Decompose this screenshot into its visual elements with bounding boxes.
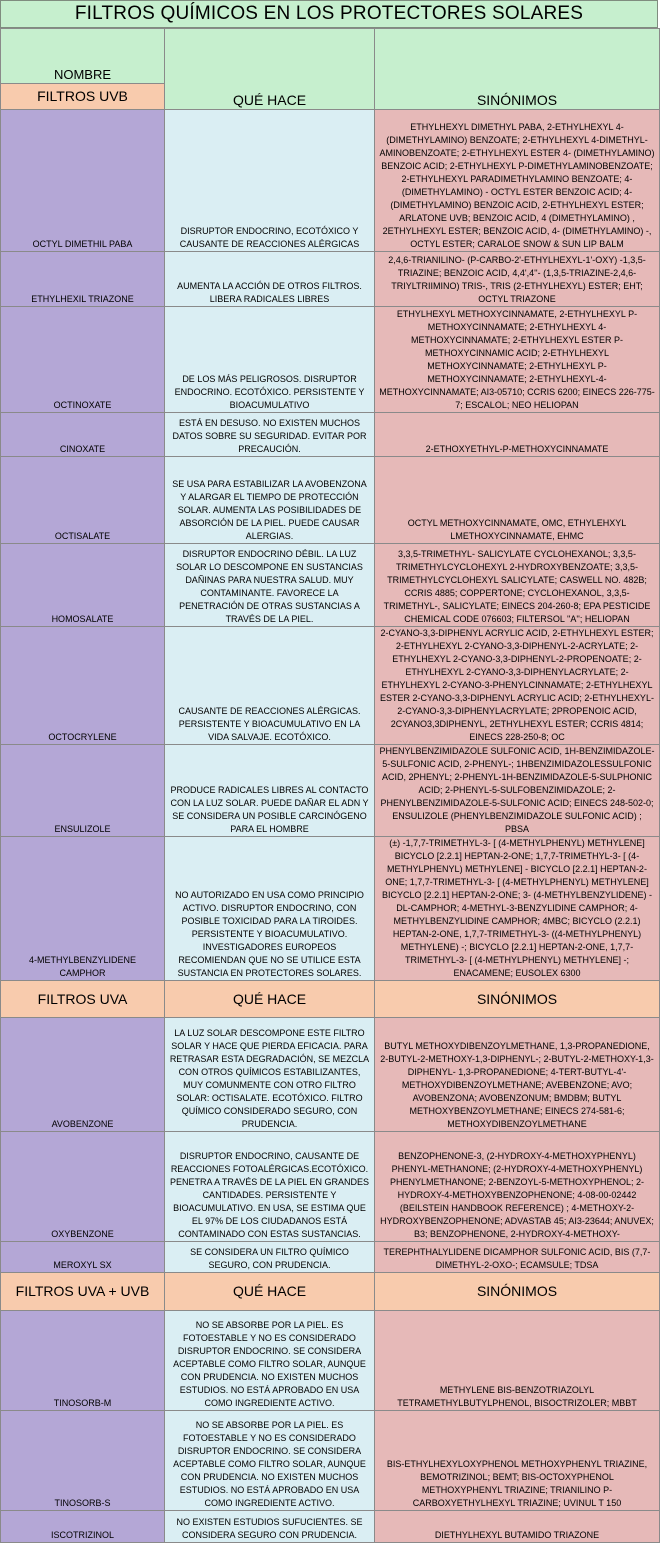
synonyms-cell: (±) -1,7,7-TRIMETHYL-3- [ (4-METHYLPHENYL) METHYLENE] BICYCLO [2.2.1] HEPTAN-2-ONE; 1,7,7-TRIMETHYL-3- [ (4-METHYLPHENYL) METHYLENE] - BICYCLO [2.2.1] HEPTAN-2-ONE; 1,7,7-TRIMETHYL-3- [ (4-METHYLPHENYL) METHYLENE] BICYCLO [2.2.1] HEPTAN-2-ONE; 3- (4-METHYLBENZYLIDENE) -DL-CAMPHOR; 4-METHYL-3-BENZYLIDINE CAMPHOR; 4-METHYLBENZYLIDINE CAMPHOR; 4MBC; BICYCLO (2.2.1) HEPTAN-2-ONE, 1,7,7-TRIMETHYL-3- ((4-METHYLPHENYL) METHYLENE) -; BICYCLO [2.2.1] HEPTAN-2-ONE, 1,7,7-TRIMETHYL-3- [ (4-METHYLPHENYL) METHYLENE] -; ENACAMENE; EUSOLEX 6300 [375, 837, 660, 981]
page-title: FILTROS QUÍMICOS EN LOS PROTECTORES SOLARES [0, 0, 658, 28]
table-row [1, 1511, 660, 1543]
sinonimos-header-uva: SINÓNIMOS [375, 981, 660, 1018]
name-cell: TINOSORB-S [1, 1411, 165, 1511]
synonyms-cell: PHENYLBENZIMIDAZOLE SULFONIC ACID, 1H-BENZIMIDAZOLE-5-SULFONIC ACID, 2-PHENYL-; 1HBENZIMIDAZOLESSULFONIC ACID, 2PHENYL; 2-PHENYL-1H-BENZIMIDAZOLE-5-SULPHONIC ACID; 2-PHENYL-5-SULFOBENZIMIDAZOLE; 2-PHENYLBENZIMIDAZOLE-5-SULFONIC ACID; EINECS 248-502-0; ENSULIZOLE (PHENYLBENZIMIDAZOLE SULFONIC ACID) ; PBSA [375, 745, 660, 837]
what-cell: NO EXISTEN ESTUDIOS SUFUCIENTES. SE CONSIDERA SEGURO CON PRUDENCIA. [165, 1511, 375, 1543]
what-cell: NO SE ABSORBE POR LA PIEL. ES FOTOESTABLE Y NO ES CONSIDERADO DISRUPTOR ENDOCRINO. SE CONSIDERA ACEPTABLE COMO FILTRO SOLAR, AUNQUE CON PRUDENCIA. NO EXISTEN MUCHOS ESTUDIOS. NO ESTÁ APROBADO EN USA COMO INGREDIENTE ACTIVO. [165, 1311, 375, 1411]
sinonimos-header-uva-uvb: SINÓNIMOS [375, 1273, 660, 1311]
table-row [1, 627, 660, 745]
what-cell: SE CONSIDERA UN FILTRO QUÍMICO SEGURO, CON PRUDENCIA. [165, 1242, 375, 1273]
name-cell: ISCOTRIZINOL [1, 1511, 165, 1543]
what-cell: LA LUZ SOLAR DESCOMPONE ESTE FILTRO SOLAR Y HACE QUE PIERDA EFICACIA. PARA RETRASAR ESTA DEGRADACIÓN, SE MEZCLA CON OTROS QUÍMICOS ESTABILIZANTES, MUY COMUNMENTE CON OTRO FILTRO SOLAR: OCTISALATE. ECOTÓXICO. FILTRO QUÍMICO CONSIDERADO SEGURO, CON PRUDENCIA. [165, 1018, 375, 1132]
filters-table [0, 28, 660, 1543]
table-row [1, 1018, 660, 1132]
synonyms-cell: 2-ETHOXYETHYL-P-METHOXYCINNAMATE [375, 413, 660, 457]
table-row [1, 252, 660, 307]
section-row-uva-uvb [1, 1273, 660, 1311]
what-cell: DISRUPTOR ENDOCRINO, CAUSANTE DE REACCIONES FOTOALÉRGICAS.ECOTÓXICO. PENETRA A TRAVÉS DE LA PIEL EN GRANDES CANTIDADES. PERSISTENTE Y BIOACUMULATIVO. EN USA, SE ESTIMA QUE EL 97% DE LOS CIUDADANOS ESTÁ CONTAMINADO CON ESTAS SUSTANCIAS. [165, 1132, 375, 1242]
que-hace-header-uva-uvb: QUÉ HACE [165, 1273, 375, 1311]
what-cell: DISRUPTOR ENDOCRINO DÉBIL. LA LUZ SOLAR LO DESCOMPONE EN SUSTANCIAS DAÑINAS PARA NUESTRA SALUD. MUY CONTAMINANTE. FAVORECE LA PENETRACIÓN DE OTRAS SUSTANCIAS A TRAVÉS DE LA PIEL. [165, 544, 375, 627]
what-cell: CAUSANTE DE REACCIONES ALÉRGICAS. PERSISTENTE Y BIOACUMULATIVO EN LA VIDA SALVAJE. ECOTÓXICO. [165, 627, 375, 745]
name-cell: CINOXATE [1, 413, 165, 457]
table-row [1, 1411, 660, 1511]
what-cell: PRODUCE RADICALES LIBRES AL CONTACTO CON LA LUZ SOLAR. PUEDE DAÑAR EL ADN Y SE CONSIDERA UN POSIBLE CARCINÓGENO PARA EL HOMBRE [165, 745, 375, 837]
what-cell: NO AUTORIZADO EN USA COMO PRINCIPIO ACTIVO. DISRUPTOR ENDOCRINO, CON POSIBLE TOXICIDAD PARA LA TIROIDES. PERSISTENTE Y BIOACUMULATIVO. INVESTIGADORES EUROPEOS RECOMIENDAN QUE NO SE UTILICE ESTA SUSTANCIA EN PROTECTORES SOLARES. [165, 837, 375, 981]
name-cell: HOMOSALATE [1, 544, 165, 627]
table-row [1, 745, 660, 837]
table-row [1, 457, 660, 544]
what-cell: DISRUPTOR ENDOCRINO, ECOTÓXICO Y CAUSANTE DE REACCIONES ALÉRGICAS [165, 110, 375, 252]
what-cell: AUMENTA LA ACCIÓN DE OTROS FILTROS. LIBERA RADICALES LIBRES [165, 252, 375, 307]
synonyms-cell: BIS-ETHYLHEXYLOXYPHENOL METHOXYPHENYL TRIAZINE, BEMOTRIZINOL; BEMT; BIS-OCTOXYPHENOL METHOXYPHENYL TRIAZINE; TRIANILINO P-CARBOXYETHYLHEXYL TRIAZINE; UVINUL T 150 [375, 1411, 660, 1511]
header-row-nombre [1, 29, 660, 84]
name-cell: OXYBENZONE [1, 1132, 165, 1242]
section-label-uva: FILTROS UVA [1, 981, 165, 1018]
synonyms-cell: DIETHYLHEXYL BUTAMIDO TRIAZONE [375, 1511, 660, 1543]
table-row [1, 1242, 660, 1273]
name-cell: ETHYLHEXIL TRIAZONE [1, 252, 165, 307]
synonyms-cell: METHYLENE BIS-BENZOTRIAZOLYL TETRAMETHYLBUTYLPHENOL, BISOCTRIZOLER; MBBT [375, 1311, 660, 1411]
name-cell: MEROXYL SX [1, 1242, 165, 1273]
synonyms-cell: OCTYL METHOXYCINNAMATE, OMC, ETHYLEHXYL LMETHOXYCINNAMATE, EHMC [375, 457, 660, 544]
what-cell: ESTÁ EN DESUSO. NO EXISTEN MUCHOS DATOS SOBRE SU SEGURIDAD. EVITAR POR PRECAUCIÓN. [165, 413, 375, 457]
synonyms-cell: BUTYL METHOXYDIBENZOYLMETHANE, 1,3-PROPANEDIONE, 2-BUTYL-2-METHOXY-1,3-DIPHENYL-; 2-BUTYL-2-METHOXY-1,3-DIPHENYL- 1,3-PROPANEDIONE; 4-TERT-BUTYL-4'-METHOXYDIBENZOYLMETHANE; AVEBENZONE; AVO; AVOBENZONA; AVOBENZONUM; BMDBM; BUTYL METHOXYBENZOYLMETHANE; EINECS 274-581-6; METHOXYDIBENZOYLMETHANE [375, 1018, 660, 1132]
name-cell: OCTINOXATE [1, 307, 165, 413]
what-cell: SE USA PARA ESTABILIZAR LA AVOBENZONA Y ALARGAR EL TIEMPO DE PROTECCIÓN SOLAR. AUMENTA LAS POSIBILIDADES DE ABSORCIÓN DE LA PIEL. PUEDE CAUSAR ALERGIAS. [165, 457, 375, 544]
section-label-uvb: FILTROS UVB [1, 84, 165, 110]
table-row [1, 544, 660, 627]
name-cell: OCTYL DIMETHIL PABA [1, 110, 165, 252]
synonyms-cell: BENZOPHENONE-3, (2-HYDROXY-4-METHOXYPHENYL) PHENYL-METHANONE; (2-HYDROXY-4-METHOXYPHENYL) PHENYLMETHANONE; 2-BENZOYL-5-METHOXYPHENOL; 2-HYDROXY-4-METHOXYBENZOPHENONE; 4-08-00-02442 (BEILSTEIN HANDBOOK REFERENCE) ; 4-METHOXY-2-HYDROXYBENZOPHENONE; ADVASTAB 45; AI3-23644; ANUVEX; B3; BENZOPHENONE, 2-HYDROXY-4-METHOXY- [375, 1132, 660, 1242]
synonyms-cell: ETHYLHEXYL DIMETHYL PABA, 2-ETHYLHEXYL 4-(DIMETHYLAMINO) BENZOATE; 2-ETHYLHEXYL 4-DIMETHYL-AMINOBENZOATE; 2-ETHYLHEXYL ESTER 4- (DIMETHYLAMINO) BENZOIC ACID; 2-ETHYLHEXYL P-DIMETHYLAMINOBENZOATE; 2-ETHYLHEXYL PARADIMETHYLAMINO BENZOATE; 4-(DIMETHYLAMINO) - OCTYL ESTER BENZOIC ACID; 4-(DIMETHYLAMINO) BENZOIC ACID, 2-ETHYLHEXYL ESTER; ARLATONE UVB; BENZOIC ACID, 4 (DIMETHYLAMINO) , 2ETHYLHEXYL ESTER; BENZOIC ACID, 4- (DIMETHYLAMINO) -, OCTYL ESTER; CARALOE SNOW & SUN LIP BALM [375, 110, 660, 252]
what-cell: DE LOS MÁS PELIGROSOS. DISRUPTOR ENDOCRINO. ECOTÓXICO. PERSISTENTE Y BIOACUMULATIVO [165, 307, 375, 413]
section-label-uva-uvb: FILTROS UVA + UVB [1, 1273, 165, 1311]
name-cell: OCTISALATE [1, 457, 165, 544]
synonyms-cell: TEREPHTHALYLIDENE DICAMPHOR SULFONIC ACID, BIS (7,7-DIMETHYL-2-OXO-; ECAMSULE; TDSA [375, 1242, 660, 1273]
synonyms-cell: 2,4,6-TRIANILINO- (P-CARBO-2'-ETHYLHEXYL-1'-OXY) -1,3,5-TRIAZINE; BENZOIC ACID, 4,4',4''- (1,3,5-TRIAZINE-2,4,6-TRIYLTRIIMINO) TRIS-, TRIS (2-ETHYLHEXYL) ESTER; EHT; OCTYL TRIAZONE [375, 252, 660, 307]
table-row [1, 837, 660, 981]
synonyms-cell: ETHYLHEXYL METHOXYCINNAMATE, 2-ETHYLHEXYL P-METHOXYCINNAMATE; 2-ETHYLHEXYL 4-METHOXYCINNAMATE; 2-ETHYLHEXYL ESTER P-METHOXYCINNAMIC ACID; 2-ETHYLHEXYL METHOXYCINNAMATE; 2-ETHYLHEXYL P-METHOXYCINNAMATE; 2-ETHYLHEXYL-4-METHOXYCINNAMATE; AI3-05710; CCRIS 6200; EINECS 226-775-7; ESCALOL; NEO HELIOPAN [375, 307, 660, 413]
section-row-uva [1, 981, 660, 1018]
synonyms-cell: 2-CYANO-3,3-DIPHENYL ACRYLIC ACID, 2-ETHYLHEXYL ESTER; 2-ETHYLHEXYL 2-CYANO-3,3-DIPHENYL-2-ACRYLATE; 2-ETHYLHEXYL 2-CYANO-3,3-DIPHENYL-2-PROPENOATE; 2-ETHYLHEXYL 2-CYANO-3,3-DIPHENYLACRYLATE; 2-ETHYLHEXYL 2-CYANO-3-PHENYLCINNAMATE; 2-ETHYLHEXYL ESTER 2-CYANO-3,3-DIPHENYL ACRYLIC ACID; 2-ETHYLHEXYL-2-CYANO-3,3-DIPHENYLACRYLATE; 2PROPENOIC ACID, 2CYANO3,3DIPHENYL, 2ETHYLHEXYL ESTER; CCRIS 4814; EINECS 228-250-8; OC [375, 627, 660, 745]
sinonimos-header: SINÓNIMOS [375, 29, 660, 110]
name-cell: ENSULIZOLE [1, 745, 165, 837]
name-cell: TINOSORB-M [1, 1311, 165, 1411]
que-hace-header-uva: QUÉ HACE [165, 981, 375, 1018]
table-row [1, 307, 660, 413]
name-cell: 4-METHYLBENZYLIDENE CAMPHOR [1, 837, 165, 981]
que-hace-header: QUÉ HACE [165, 29, 375, 110]
name-cell: OCTOCRYLENE [1, 627, 165, 745]
table-row [1, 110, 660, 252]
table-row [1, 1132, 660, 1242]
table-row [1, 1311, 660, 1411]
what-cell: NO SE ABSORBE POR LA PIEL. ES FOTOESTABLE Y NO ES CONSIDERADO DISRUPTOR ENDOCRINO. SE CONSIDERA ACEPTABLE COMO FILTRO SOLAR, AUNQUE CON PRUDENCIA. NO EXISTEN MUCHOS ESTUDIOS. NO ESTÁ APROBADO EN USA COMO INGREDIENTE ACTIVO. [165, 1411, 375, 1511]
synonyms-cell: 3,3,5-TRIMETHYL- SALICYLATE CYCLOHEXANOL; 3,3,5-TRIMETHYLCYCLOHEXYL 2-HYDROXYBENZOATE; 3,3,5-TRIMETHYLCYCLOHEXYL SALICYLATE; CASWELL NO. 482B; CCRIS 4885; COPPERTONE; CYCLOHEXANOL, 3,3,5-TRIMETHYL-, SALICYLATE; EINECS 204-260-8; EPA PESTICIDE CHEMICAL CODE 076603; FILTERSOL ''A''; HELIOPAN [375, 544, 660, 627]
name-cell: AVOBENZONE [1, 1018, 165, 1132]
table-row [1, 413, 660, 457]
nombre-header: NOMBRE [1, 29, 165, 84]
